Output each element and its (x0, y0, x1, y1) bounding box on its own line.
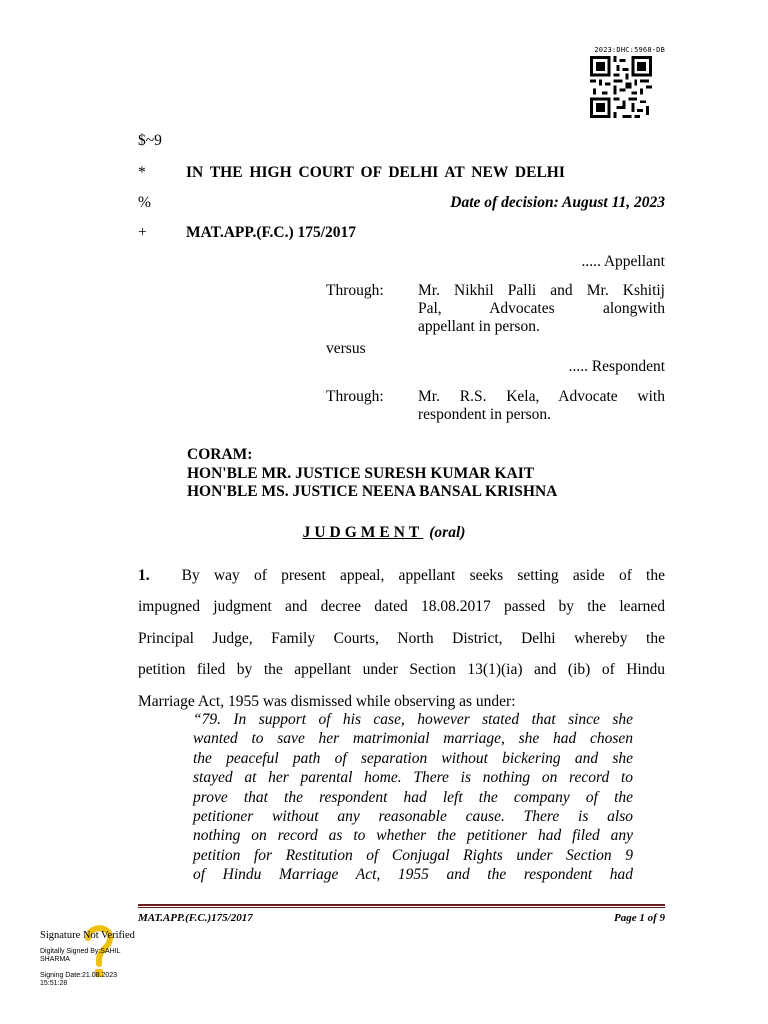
respondent-counsel-line: Mr. R.S. Kela, Advocate with (418, 388, 665, 405)
quote-line: of Hindu Marriage Act, 1955 and the respondent had (193, 866, 633, 884)
signature-time: 15:51:28 (40, 980, 68, 987)
judgment-subtitle: (oral) (429, 524, 466, 541)
footer-case-number: MAT.APP.(F.C.)175/2017 (138, 912, 253, 924)
quote-line: nothing on record as to whether the petitioner had filed any (193, 827, 633, 845)
appellant-counsel-line: appellant in person. (418, 318, 540, 335)
paragraph-text: By way of present appeal, appellant seeks setting aside of the (181, 567, 665, 584)
quote-line: petitioner without any reasonable cause. There is also (193, 807, 633, 825)
coram-judge: HON'BLE MS. JUSTICE NEENA BANSAL KRISHNA (187, 483, 558, 500)
appellant-label: ..... Appellant (581, 253, 665, 270)
appellant-counsel-line: Mr. Nikhil Palli and Mr. Kshitij (418, 282, 665, 299)
respondent-label: ..... Respondent (568, 358, 665, 375)
court-line-mark: * (138, 164, 146, 181)
footer-rule (138, 907, 665, 908)
decision-line-mark: % (138, 194, 151, 211)
signature-status: Signature Not Verified (40, 930, 135, 941)
appellant-counsel-line: Pal, Advocates alongwith (418, 300, 665, 317)
quote-line: petition for Restitution of Conjugal Rights under Section 9 (193, 846, 633, 864)
respondent-counsel-line: respondent in person. (418, 406, 552, 423)
footer-rule (138, 904, 665, 906)
appellant-through-label: Through: (326, 282, 384, 299)
paragraph-line: Marriage Act, 1955 was dismissed while observing as under: (138, 692, 516, 710)
versus-label: versus (326, 340, 366, 357)
quote-line: wanted to save her matrimonial marriage, she had chosen (193, 730, 633, 748)
paragraph-line: petition filed by the appellant under Section 13(1)(ia) and (ib) of Hindu (138, 661, 665, 679)
paragraph-line (138, 560, 665, 591)
quote-line: the peaceful path of separation without bickering and she (193, 749, 633, 767)
paragraph-number: 1. (138, 567, 150, 584)
quote-line: prove that the respondent had left the company of the (193, 788, 633, 806)
judgment-title: JUDGMENT (302, 524, 424, 541)
appellant-counsel (418, 282, 665, 336)
paragraph-line: Principal Judge, Family Courts, North District, Delhi whereby the (138, 629, 665, 647)
coram-block (187, 446, 557, 502)
quote-line: stayed at her parental home. There is nothing on record to (193, 769, 633, 787)
case-number-line (138, 224, 665, 244)
coram-judge: HON'BLE MR. JUSTICE SURESH KUMAR KAIT (187, 464, 535, 482)
paragraph-line: impugned judgment and decree dated 18.08.2017 passed by the learned (138, 598, 665, 616)
quote-line: “79. In support of his case, however stated that since she (193, 711, 633, 728)
case-list-mark: $~9 (138, 132, 162, 149)
judgment-heading (0, 524, 768, 542)
court-name: IN THE HIGH COURT OF DELHI AT NEW DELHI (186, 164, 565, 181)
case-number: MAT.APP.(F.C.) 175/2017 (186, 224, 357, 241)
court-line (138, 164, 665, 184)
respondent-counsel (418, 388, 665, 424)
decision-date: Date of decision: August 11, 2023 (450, 194, 665, 211)
qr-code-icon (590, 56, 652, 118)
neutral-citation: 2023:DHC:5968-DB (594, 46, 665, 54)
footer-page-number: Page 1 of 9 (613, 912, 665, 924)
signature-signer: SHARMA (40, 956, 70, 963)
signature-date: Signing Date:21.08.2023 (40, 972, 118, 979)
signature-signer: Digitally Signed By:SAHIL (40, 948, 121, 955)
respondent-through-label: Through: (326, 388, 384, 405)
coram-heading: CORAM: (187, 446, 253, 463)
paragraph-1 (138, 560, 665, 717)
decision-line (138, 194, 665, 214)
quoted-passage (193, 710, 633, 885)
case-number-mark: + (138, 224, 147, 241)
